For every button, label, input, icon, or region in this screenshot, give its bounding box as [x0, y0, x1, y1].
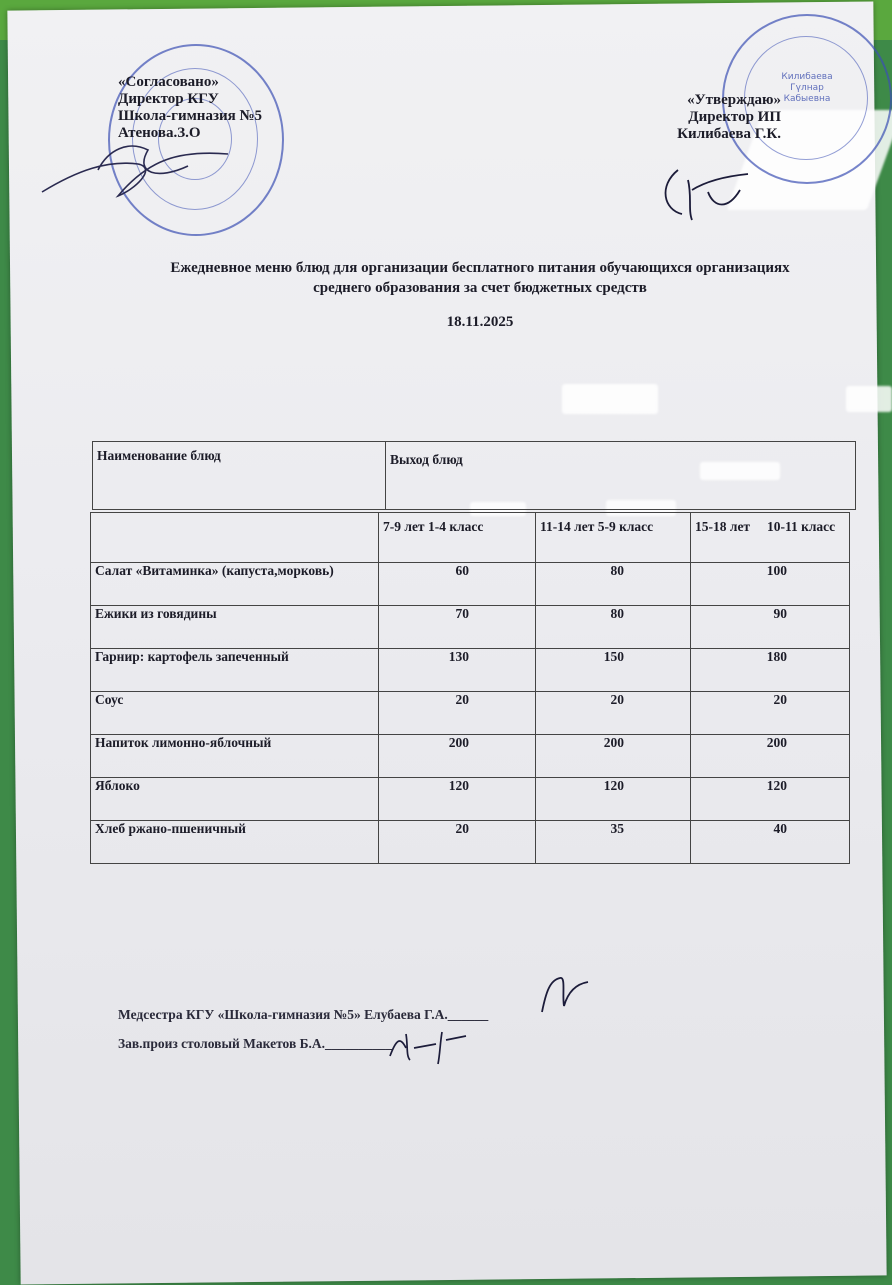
- column-header-output: Выход блюд: [386, 442, 856, 510]
- table-row: [91, 606, 850, 649]
- portion-1: 200: [379, 735, 536, 778]
- dish-name: Гарнир: картофель запеченный: [91, 649, 379, 692]
- seal-right: Килибаева Гүлнар Кабыевна: [722, 14, 892, 184]
- portion-1: 20: [379, 692, 536, 735]
- table-row: [91, 692, 850, 735]
- menu-table: [90, 512, 850, 864]
- dish-name: Салат «Витаминка» (капуста,морковь): [91, 563, 379, 606]
- portion-1: 120: [379, 778, 536, 821]
- portion-2: 80: [536, 606, 691, 649]
- age-group-row: [91, 513, 850, 563]
- portion-1: 60: [379, 563, 536, 606]
- portion-3: 120: [691, 778, 850, 821]
- portion-3: 20: [691, 692, 850, 735]
- dish-name: Хлеб ржано-пшеничный: [91, 821, 379, 864]
- portion-3: 180: [691, 649, 850, 692]
- portion-3: 100: [691, 563, 850, 606]
- approval-label: «Согласовано»: [118, 74, 219, 90]
- title-line-2: среднего образования за счет бюджетных средств: [313, 280, 647, 296]
- portion-1: 70: [379, 606, 536, 649]
- portion-1: 20: [379, 821, 536, 864]
- dish-name: Соус: [91, 692, 379, 735]
- table-row: [91, 821, 850, 864]
- portion-2: 80: [536, 563, 691, 606]
- signature-canteen: [380, 1026, 480, 1066]
- glare: [846, 386, 892, 412]
- dish-name: Яблоко: [91, 778, 379, 821]
- table-row: [91, 563, 850, 606]
- portion-2: 35: [536, 821, 691, 864]
- dish-name: Ежики из говядины: [91, 606, 379, 649]
- confirmation-block: [663, 92, 781, 143]
- confirmation-position: Директор ИП: [688, 109, 781, 125]
- age-group-3: 15-18 лет 10-11 класс: [691, 513, 850, 563]
- table-row: [91, 778, 850, 821]
- glare: [562, 384, 658, 414]
- signature-left: [38, 130, 238, 220]
- menu-table-header: [92, 441, 856, 510]
- age-group-2: 11-14 лет 5-9 класс: [536, 513, 691, 563]
- confirmation-name: Килибаева Г.К.: [677, 126, 781, 142]
- table-row: [91, 649, 850, 692]
- dish-name: Напиток лимонно-яблочный: [91, 735, 379, 778]
- portion-3: 40: [691, 821, 850, 864]
- portion-3: 200: [691, 735, 850, 778]
- canteen-signature-line: Зав.произ столовый Макетов Б.А.__________: [118, 1036, 393, 1051]
- approval-school: Школа-гимназия №5: [118, 108, 263, 124]
- portion-2: 200: [536, 735, 691, 778]
- portion-2: 120: [536, 778, 691, 821]
- signature-right: [648, 160, 758, 230]
- portion-3: 90: [691, 606, 850, 649]
- menu-title: [80, 258, 880, 332]
- menu-date: 18.11.2025: [446, 314, 514, 330]
- table-row: [91, 735, 850, 778]
- portion-2: 150: [536, 649, 691, 692]
- approval-name: Атенова.З.О: [118, 125, 201, 141]
- portion-2: 20: [536, 692, 691, 735]
- age-group-1: 7-9 лет 1-4 класс: [379, 513, 536, 563]
- column-header-dish: Наименование блюд: [93, 442, 386, 510]
- signature-nurse: [536, 972, 596, 1022]
- portion-1: 130: [379, 649, 536, 692]
- nurse-signature-line: Медсестра КГУ «Школа-гимназия №5» Елубаева Г.А.______: [118, 1007, 489, 1022]
- confirmation-label: «Утверждаю»: [687, 92, 781, 108]
- approval-position: Директор КГУ: [118, 91, 219, 107]
- title-line-1: Ежедневное меню блюд для организации бесплатного питания обучающихся организациях: [170, 260, 790, 276]
